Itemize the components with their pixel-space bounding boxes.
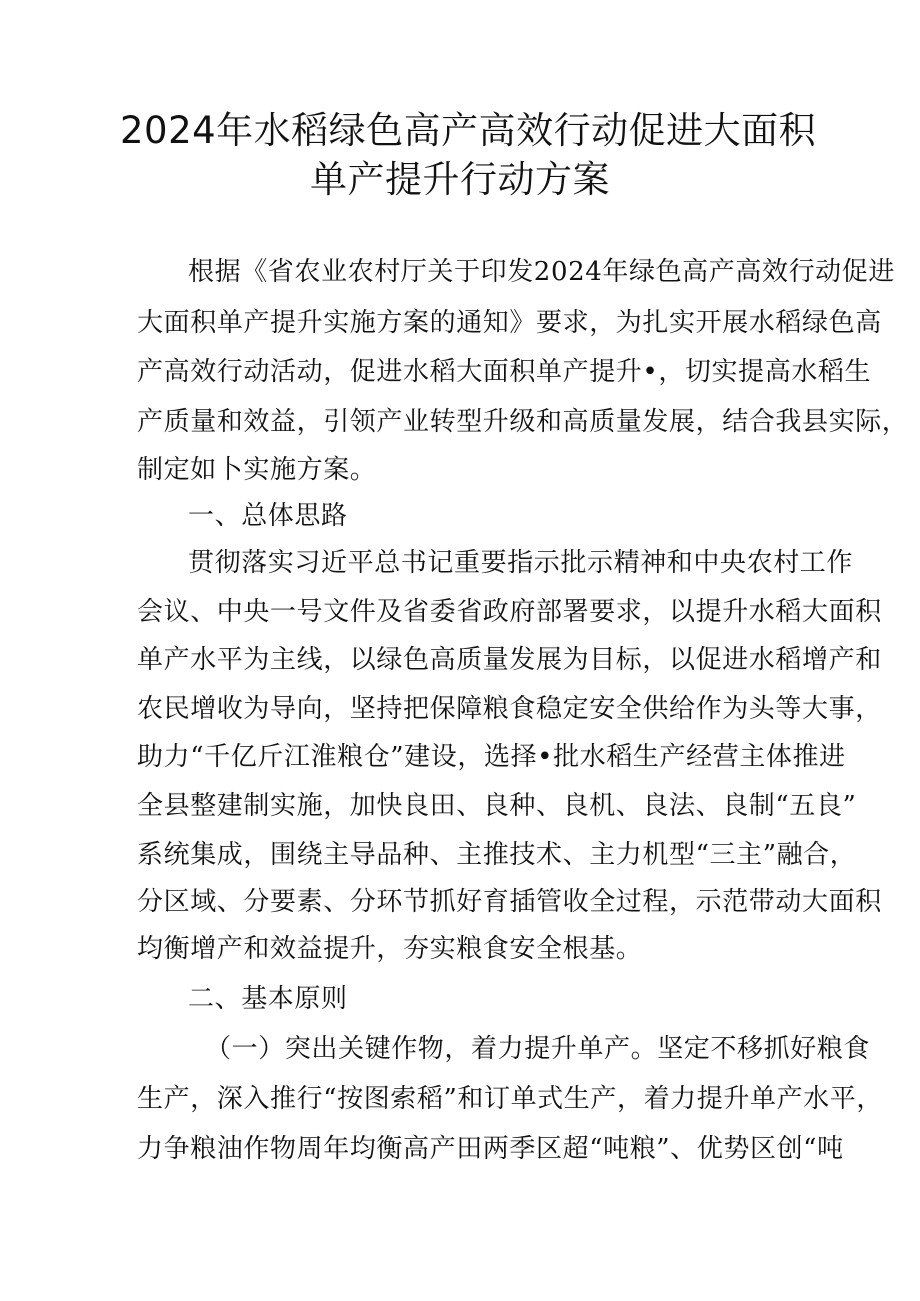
- section1-line: 助力“千亿斤江淮粮仓”建设，选择•批水稻生产经营主体推进: [137, 742, 846, 772]
- document-title-line-1: 2024年水稻绿色高产高效行动促进大面积: [120, 109, 817, 152]
- intro-line: 产高效行动活动，促进水稻大面积单产提升•，切实提高水稻生: [137, 357, 872, 387]
- section2-line: 生产，深入推行“按图索稻”和订单式生产，着力提升单产水平，: [137, 1084, 883, 1114]
- section-heading-general-approach: 一、总体思路: [188, 501, 348, 531]
- section1-line: 系统集成，围绕主导品种、主推技术、主力机型“三主”融合，: [137, 840, 857, 870]
- section2-line: 力争粮油作物周年均衡高产田两季区超“吨粮”、优势区创“吨: [137, 1134, 844, 1164]
- section2-line: （一）突出关键作物，着力提升单产。坚定不移抓好粮食: [205, 1034, 871, 1064]
- section1-line: 农民增收为导向，坚持把保障粮食稳定安全供给作为头等大事，: [137, 694, 882, 724]
- intro-line: 根据《省农业农村厅关于印发2024年绿色高产高效行动促进: [188, 257, 895, 287]
- document-title-line-2: 单产提升行动方案: [310, 158, 610, 201]
- section1-line: 分区域、分要素、分环节抓好育插管收全过程，示范带动大面积: [137, 887, 882, 917]
- intro-line: 产质量和效益，引领产业转型升级和高质量发展，结合我县实际，: [137, 407, 909, 437]
- section1-line: 单产水平为主线，以绿色高质量发展为目标，以促进水稻增产和: [137, 645, 882, 675]
- section1-line: 全县整建制实施，加快良田、良种、良机、良法、良制“五良”: [137, 791, 857, 821]
- intro-line: 制定如卜实施方案。: [137, 455, 377, 485]
- section1-line: 均衡增产和效益提升，夯实粮食安全根基。: [137, 934, 643, 964]
- section-heading-basic-principles: 二、基本原则: [188, 984, 348, 1014]
- section1-line: 会议、中央一号文件及省委省政府部署要求，以提升水稻大面积: [137, 597, 882, 627]
- section1-line: 贯彻落实习近平总书记重要指示批示精神和中央农村工作: [188, 548, 854, 578]
- intro-line: 大面积单产提升实施方案的通知》要求，为扎实开展水稻绿色高: [137, 308, 882, 338]
